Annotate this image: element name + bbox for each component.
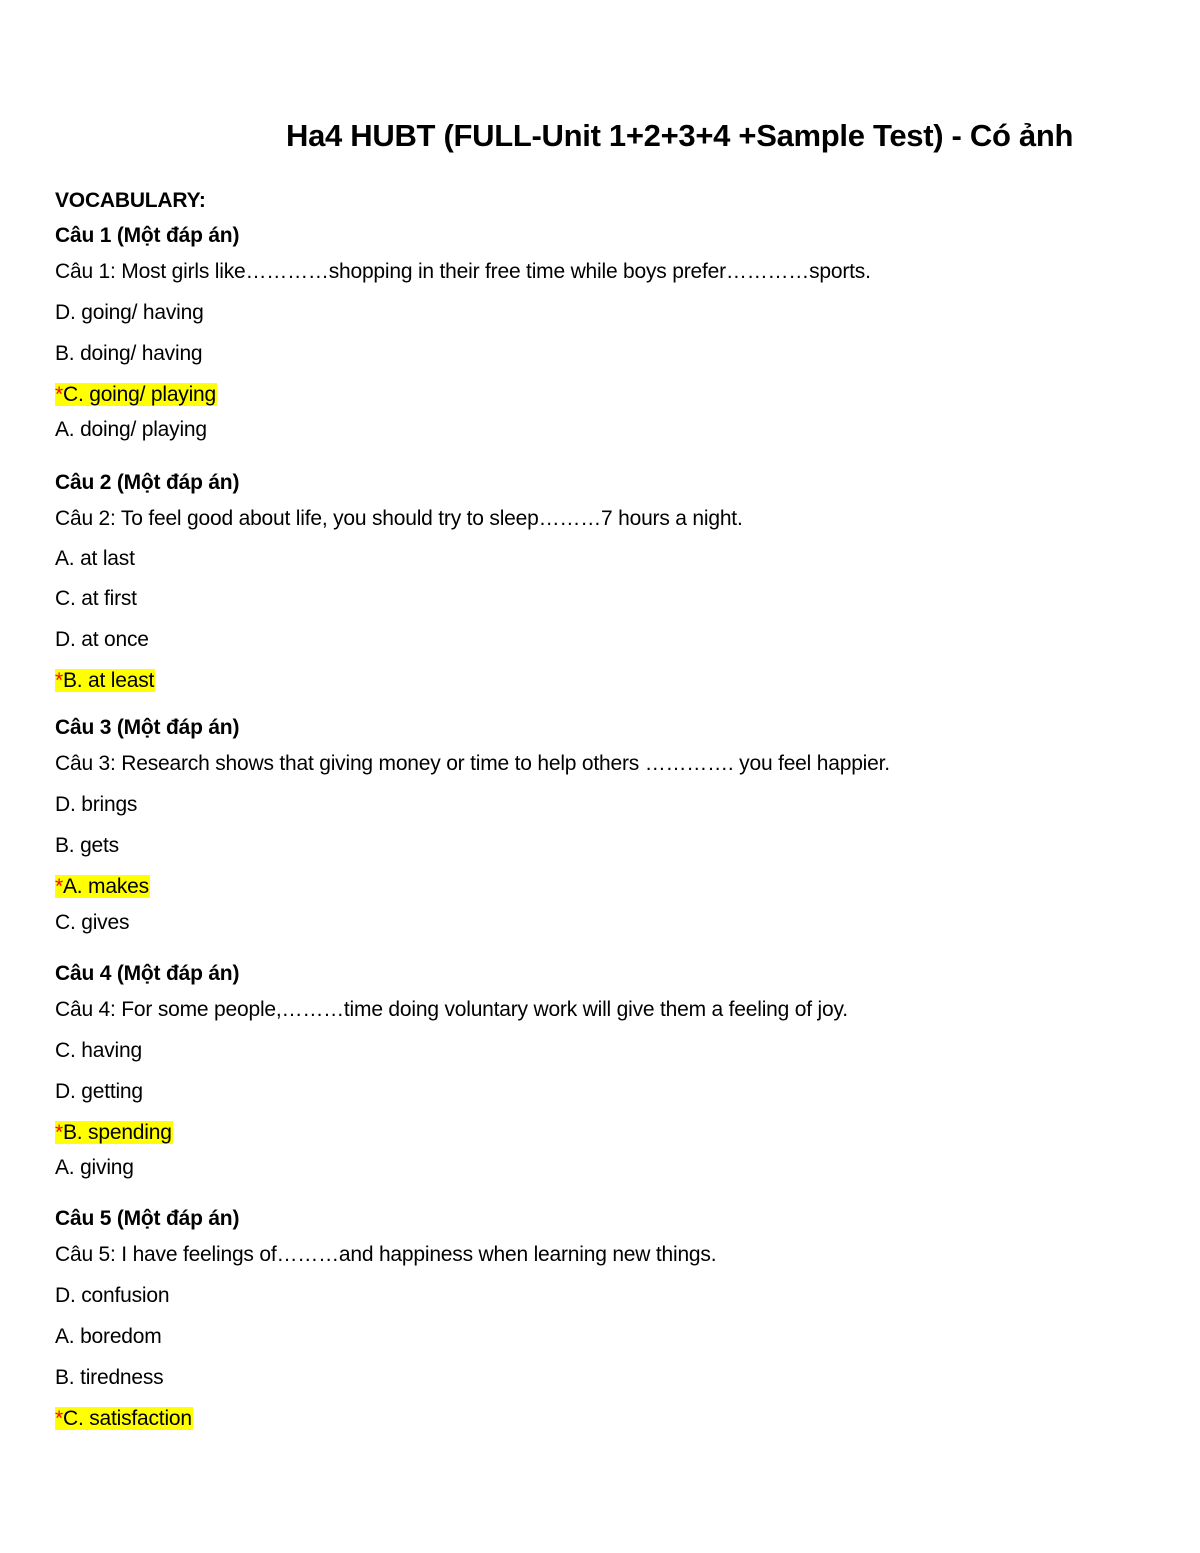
question-prompt: Câu 4: For some people,………time doing voluntary work will give them a feeling of joy. (55, 998, 848, 1021)
correct-answer-option (55, 873, 150, 901)
answer-option: C. gives (55, 911, 130, 934)
correct-marker: * (55, 875, 63, 898)
question-header: Câu 1 (Một đáp án) (55, 224, 240, 247)
answer-option: D. getting (55, 1080, 143, 1103)
answer-option: C. having (55, 1039, 142, 1062)
document-title: Ha4 HUBT (FULL-Unit 1+2+3+4 +Sample Test) - Có ảnh (286, 118, 1074, 153)
question-prompt: Câu 2: To feel good about life, you should try to sleep………7 hours a night. (55, 507, 743, 530)
answer-option: A. at last (55, 547, 135, 570)
answer-option: C. at first (55, 587, 137, 610)
question-header: Câu 4 (Một đáp án) (55, 962, 240, 985)
answer-option: B. doing/ having (55, 342, 203, 365)
correct-marker: * (55, 383, 63, 406)
correct-answer-option (55, 381, 217, 409)
correct-answer-text: C. going/ playing (62, 383, 217, 406)
correct-answer-option (55, 667, 155, 695)
question-prompt: Câu 1: Most girls like…………shopping in their free time while boys prefer…………sports. (55, 260, 871, 283)
correct-answer-text: A. makes (62, 875, 149, 898)
answer-option: B. tiredness (55, 1366, 164, 1389)
question-header: Câu 5 (Một đáp án) (55, 1207, 240, 1230)
question-header: Câu 3 (Một đáp án) (55, 716, 240, 739)
answer-option: D. at once (55, 628, 149, 651)
answer-option: A. boredom (55, 1325, 162, 1348)
correct-answer-option (55, 1405, 193, 1433)
answer-option: D. going/ having (55, 301, 204, 324)
correct-marker: * (55, 669, 63, 692)
correct-answer-text: C. satisfaction (62, 1407, 192, 1430)
answer-option: D. brings (55, 793, 138, 816)
question-header: Câu 2 (Một đáp án) (55, 471, 240, 494)
answer-option: B. gets (55, 834, 119, 857)
question-prompt: Câu 3: Research shows that giving money or time to help others …………. you feel happier. (55, 752, 890, 775)
correct-answer-option (55, 1119, 173, 1147)
question-prompt: Câu 5: I have feelings of………and happiness when learning new things. (55, 1243, 717, 1266)
answer-option: D. confusion (55, 1284, 170, 1307)
answer-option: A. doing/ playing (55, 418, 207, 441)
answer-option: A. giving (55, 1156, 134, 1179)
correct-answer-text: B. at least (62, 669, 155, 692)
correct-marker: * (55, 1407, 63, 1430)
section-label: VOCABULARY: (55, 189, 206, 212)
correct-answer-text: B. spending (62, 1121, 172, 1144)
correct-marker: * (55, 1121, 63, 1144)
